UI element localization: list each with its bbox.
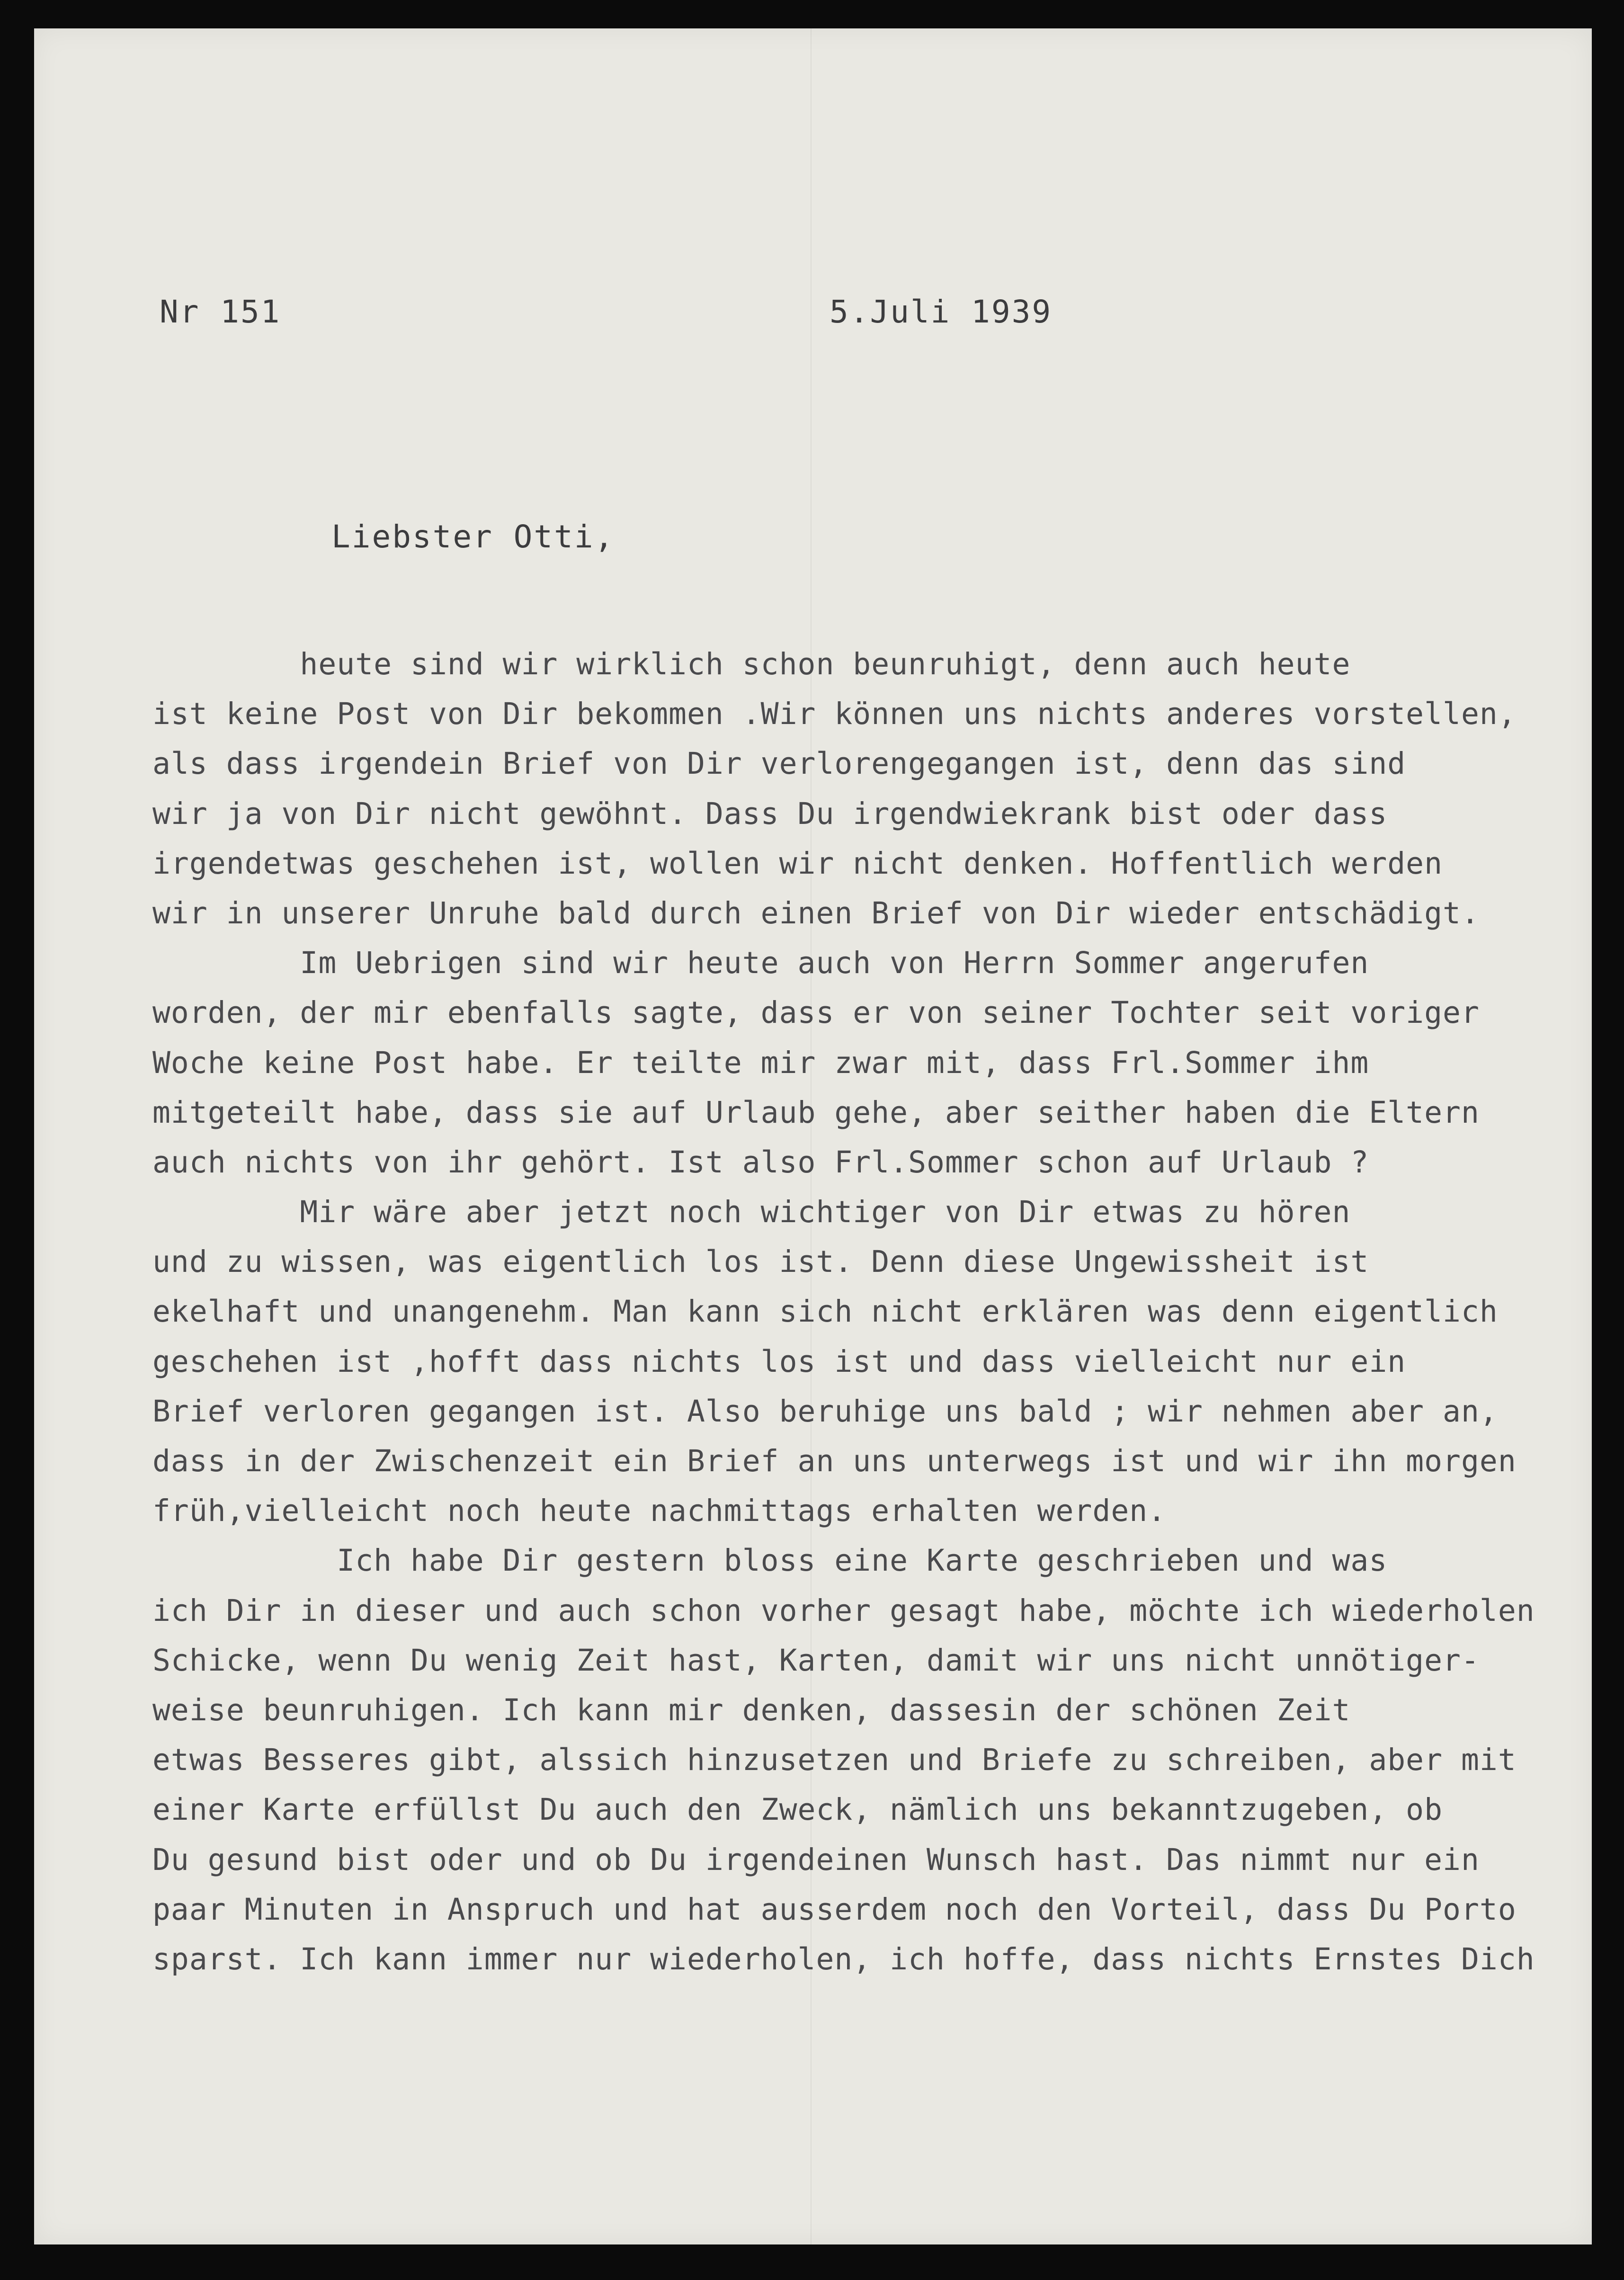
body-line: sparst. Ich kann immer nur wiederholen, ich hoffe, dass nichts Ernstes Dich xyxy=(152,1941,1535,1976)
body-line: mitgeteilt habe, dass sie auf Urlaub gehe, aber seither haben die Eltern xyxy=(152,1095,1480,1130)
body-line: Schicke, wenn Du wenig Zeit hast, Karten, damit wir uns nicht unnötiger- xyxy=(152,1643,1480,1678)
body-line: auch nichts von ihr gehört. Ist also Frl.Sommer schon auf Urlaub ? xyxy=(152,1144,1369,1180)
body-line: ich Dir in dieser und auch schon vorher gesagt habe, möchte ich wiederholen xyxy=(152,1593,1535,1628)
body-line: weise beunruhigen. Ich kann mir denken, dassesin der schönen Zeit xyxy=(152,1692,1351,1727)
body-line: Im Uebrigen sind wir heute auch von Herrn Sommer angerufen xyxy=(152,946,1369,981)
body-line: Mir wäre aber jetzt noch wichtiger von Dir etwas zu hören xyxy=(152,1195,1351,1230)
body-line: ekelhaft und unangenehm. Man kann sich nicht erklären was denn eigentlich xyxy=(152,1294,1498,1329)
body-line: einer Karte erfüllst Du auch den Zweck, nämlich uns bekanntzugeben, ob xyxy=(152,1792,1443,1827)
body-line: ist keine Post von Dir bekommen .Wir können uns nichts anderes vorstellen, xyxy=(152,697,1517,732)
letter-date: 5.Juli 1939 xyxy=(830,294,1053,330)
body-line: und zu wissen, was eigentlich los ist. Denn diese Ungewissheit ist xyxy=(152,1244,1369,1279)
letter-number: Nr 151 xyxy=(160,294,281,330)
letter-body xyxy=(152,639,1578,1984)
body-line: paar Minuten in Anspruch und hat ausserdem noch den Vorteil, dass Du Porto xyxy=(152,1892,1517,1927)
body-line: dass in der Zwischenzeit ein Brief an uns unterwegs ist und wir ihn morgen xyxy=(152,1444,1517,1478)
body-line: Woche keine Post habe. Er teilte mir zwar mit, dass Frl.Sommer ihm xyxy=(152,1045,1369,1080)
salutation: Liebster Otti, xyxy=(331,519,615,555)
body-line: Du gesund bist oder und ob Du irgendeinen Wunsch hast. Das nimmt nur ein xyxy=(152,1842,1480,1877)
body-line: Ich habe Dir gestern bloss eine Karte geschrieben und was xyxy=(152,1543,1388,1578)
body-line: Brief verloren gegangen ist. Also beruhige uns bald ; wir nehmen aber an, xyxy=(152,1394,1498,1429)
body-line: heute sind wir wirklich schon beunruhigt, denn auch heute xyxy=(152,647,1351,681)
body-line: etwas Besseres gibt, alssich hinzusetzen und Briefe zu schreiben, aber mit xyxy=(152,1743,1517,1778)
body-line: wir in unserer Unruhe bald durch einen Brief von Dir wieder entschädigt. xyxy=(152,895,1480,930)
letter-page xyxy=(34,28,1592,2244)
body-line: geschehen ist ,hofft dass nichts los ist und dass vielleicht nur ein xyxy=(152,1344,1406,1379)
body-line: worden, der mir ebenfalls sagte, dass er von seiner Tochter seit voriger xyxy=(152,995,1480,1030)
body-line: früh,vielleicht noch heute nachmittags erhalten werden. xyxy=(152,1493,1167,1529)
body-line: irgendetwas geschehen ist, wollen wir nicht denken. Hoffentlich werden xyxy=(152,846,1443,881)
body-line: als dass irgendein Brief von Dir verlorengegangen ist, denn das sind xyxy=(152,746,1406,781)
body-line: wir ja von Dir nicht gewöhnt. Dass Du irgendwiekrank bist oder dass xyxy=(152,796,1388,831)
